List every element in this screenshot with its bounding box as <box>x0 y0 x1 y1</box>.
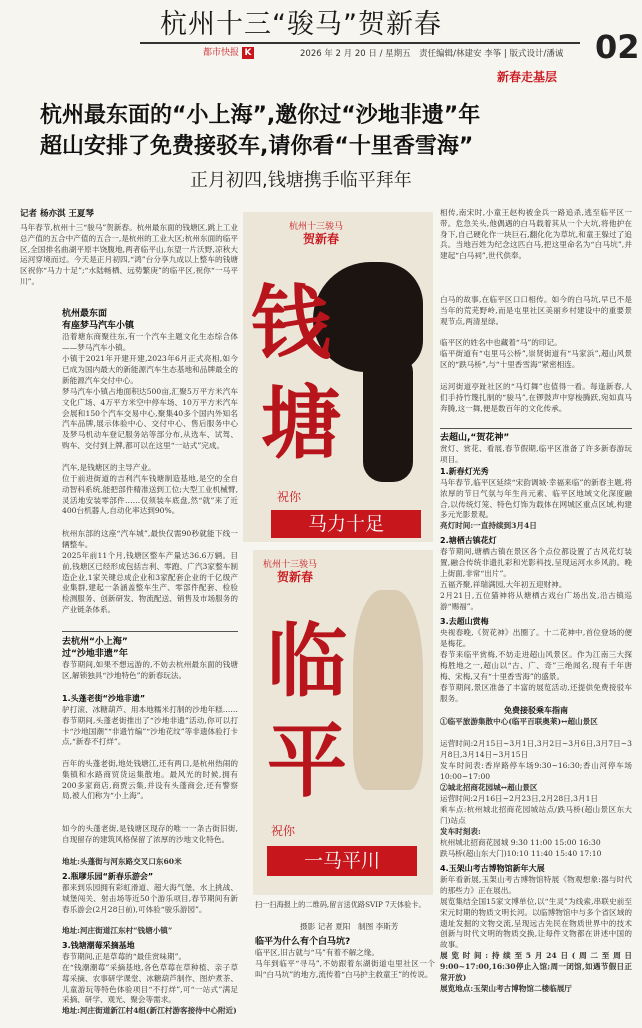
section-subheading: 有座梦马汽车小镇 <box>62 321 135 331</box>
paragraph: 赏灯、赏花、看展,春节假期,临平区准备了许多新春游玩项目。 <box>440 444 632 464</box>
headline-line-2: 超山安排了免费接驳车,请你看“十里香雪海” <box>40 134 474 159</box>
exhibit-time: 展览时间:持续至5月24日(周二至周日9:00~17:00,16:30停止入馆;周一闭馆,如遇节假日正常开放) <box>440 951 632 982</box>
shuttle-route: ②城北招商花园城↔超山景区 <box>440 783 538 792</box>
paragraph: 汽车,是钱塘区的主导产业。 <box>62 463 156 472</box>
paragraph: 小镇于2021年开建开建,2023年6月正式亮相,如今已成为国内最大的新能源汽车生态基地和品牌最全的新能源汽车交付中心。 <box>62 354 238 385</box>
photo-credits: 摄影 记者 夏阳 制图 李斯芳 <box>300 922 399 931</box>
paragraph: 春节期间,景区准备了丰富的展览活动,还提供免费接驳车服务。 <box>440 683 632 703</box>
shuttle-times: 运营时间:2月15日~3月1日,3月2日~3月6日,3月7日~3月8日,3月14日~3月15日 <box>440 739 632 759</box>
newspaper-name: 都市快报 <box>203 48 240 58</box>
poster-wish: 祝你 <box>277 490 302 504</box>
paragraph: 百年的头蓬老街,地处钱塘江,还有两口,是杭州热闹的集镇和水路商贸货运集散地。最风光的时候,拥有200多家商店,商贾云集,并设有头蓬商会,还有警察局,被人们称为“小上海”。 <box>62 759 238 801</box>
address: 地址:河庄街道新江村4组(新江村游客接待中心附近) <box>62 1006 237 1015</box>
section-subheading: 过“沙地非遗”年 <box>62 649 128 659</box>
poster-char: 塘 <box>261 376 341 470</box>
subheadline: 正月初四,钱塘携手临平拜年 <box>190 170 412 191</box>
section-heading: 去杭州“小上海” <box>62 637 128 647</box>
paragraph: 临平区的姓名中也藏着“马”的印记。 <box>440 338 562 347</box>
paragraph: 春节期间,塘栖古镇在景区各个点位都设置了古风花灯装置,融合传统非遗扎彩和光影科技,呈现运河水乡风韵。晚上街面,非常“出片”。 <box>440 547 632 578</box>
item-heading: 1.头蓬老街“沙地非遗” <box>62 694 146 703</box>
shuttle-times: 运营时间:2月16日~2月23日,2月28日,3月1日 <box>440 794 599 803</box>
poster-linping[interactable] <box>253 550 433 895</box>
paragraph: 梦马汽车小镇占地面积达500亩,汇聚5万平方米汽车文化广场、4万平方米空中停车场、10万平方米汽车会展和150个汽车交易中心,聚集40多个国内外知名汽车品牌,展示体验中心、交付中心、售后服务中心及梦马机动车登记服务站等部分布,从选车、试驾、购车、交付到上牌,都可以在这里“一站式”完成。 <box>62 387 238 450</box>
paragraph: 都来到乐园拥有彩虹滑道、超大海气堡、水上挑战、城堡闯关、射击场等近50个游乐项目,春节期间有新春乐游会(2月28日前),可体验“骏乐游园”。 <box>62 883 238 914</box>
issue-meta: 2026 年 2 月 20 日 / 星期五 责任编辑/林建安 李筝 | 版式设计/潘诚 <box>300 49 564 59</box>
article-column-4 <box>440 208 632 995</box>
paragraph: 新年看新展,玉架山考古博物馆特展《物观想象:器与时代的那些力》正在展出。 <box>440 875 632 895</box>
paragraph: 位于前进街道的吉利汽车钱塘制造基地,是空的全自动智科系统,能把部件精准送到工位;大型工业机械臂,灵活地安装零部件……仅须装车底盘,然“就”来了近400台机器人,自动化率达到90%。 <box>62 474 238 516</box>
logo-k-icon: K <box>242 47 254 59</box>
shuttle-departures: 跌马桥(超山东大门)10:10 11:40 15:40 17:10 <box>440 849 602 858</box>
paragraph: 五福齐聚,祥瑞满园,大年初五迎财神。 <box>440 580 567 589</box>
poster-tag: 贺新春 <box>303 232 340 246</box>
item-heading: 2.瓶嗲乐园“新春乐游会” <box>62 872 154 881</box>
paragraph: 白马的故事,在临平区口口相传。如今的白马坑,早已不是当年的荒芜野岭,而是屯里社区美丽乡村建设中的重要景观节点,两清星绿。 <box>440 295 632 326</box>
shuttle-guide-title: 免费接驳乘车指南 <box>504 706 568 715</box>
poster-caption: 扫一扫海报上的二维码,留言送优路SVIP 7天体验卡。 <box>255 900 426 909</box>
horse-body-shape <box>363 352 413 482</box>
item-heading: 3.去超山赏梅 <box>440 617 489 626</box>
shuttle-departures-title: 发车时刻表: <box>440 827 481 836</box>
item-heading: 3.钱塘潮莓采摘基地 <box>62 941 135 950</box>
paragraph: 驴打滚、冰糖葫芦、用本地糯米打制的沙地年糕……春节期间,头蓬老街推出了“沙地非遗”活动,你可以打卡“沙地国潮”“非遗竹编”“沙地花纹”等非遗体验打卡点,“新春不打烊”。 <box>62 705 238 747</box>
time-note: 亮灯时间:一直持续到3月4日 <box>440 521 537 530</box>
shuttle-route: ①临平旅游集散中心(临平百联奥莱)↔超山景区 <box>440 717 598 726</box>
page-number: 02 <box>595 28 640 66</box>
intro-paragraph: 马年春节,杭州十三“骏马”贺新春。杭州最东面的钱塘区,跳上工业总产值的五合中产值的五合一,是杭州的工业大区;杭州东面的临平区,全国排名曲湖平原丰饶腹地,两者临平山,东望一片沃野,凉秋大运河穿境而过。今天是正月初四,“鸿”台分享九成以上整车的钱塘区祝你“马力十足”;“水陆畅栖、远势繁庚”的临平区,祝你“一马平川”。 <box>20 223 238 286</box>
poster-tag: 杭州十三骏马 <box>289 222 344 232</box>
headline-line-1: 杭州最东面的“小上海”,邀你过“沙地非遗”年 <box>40 103 481 128</box>
shuttle-departures: 杭州城北招商花园城 9:30 11:00 15:00 16:30 <box>440 838 601 847</box>
shuttle-departures: 发车时间表:香岸路停车场9:30~16:30;香山河停车场10:00~17:00 <box>440 761 632 781</box>
horse-illustration-icon <box>353 590 423 790</box>
article-column-3 <box>255 936 435 992</box>
divider <box>440 428 632 429</box>
paragraph: 2025年前11个月,钱塘区整车产量达36.6万辆。目前,钱塘区已经形成包括吉利、零跑、广汽3家整车制造企业,1家关键总成企业和3家配套企业的千亿级产业集群,建起一条涵盖整车生产、零部件配套、检验检测服务、创新研发、物流配送、销售及市场服务的产业链条体系。 <box>62 551 238 614</box>
item-heading: 1.新春灯光秀 <box>440 467 489 476</box>
newspaper-logo <box>203 45 254 59</box>
article-column-1 <box>62 308 238 1028</box>
paragraph: 如今的头蓬老街,是钱塘区现存的唯一一条古街旧街,自现留存的建筑风格保留了浓厚的沙地文化特色。 <box>62 824 238 844</box>
paragraph: 展览集结全国15家文博单位,以“生灵”为线索,串联史前至宋元时期的物质文明长河。以临博物馆中与多个省区域的遗址发掘的文物交流,呈现远古先民在物质世界中的技术创新与时代文明的物质交换,让每件文物都在讲述中国的故事。 <box>440 897 632 950</box>
address: 地址:河庄街道江东村“钱塘小镇” <box>62 926 173 935</box>
shuttle-stops: 乘车点:杭州城北招商花园城站点/跌马桥(超山景区东大门)站点 <box>440 805 632 825</box>
address: 地址:头蓬街与河东路交叉口东60米 <box>62 857 182 866</box>
masthead-rule <box>140 42 580 44</box>
poster-char: 临 <box>267 614 347 708</box>
paragraph: 春节来临平赏梅,不妨走进超山风景区。作为江南三大探梅胜地之一,超山以“古、广、奇”三绝闻名,现有千年唐梅、宋梅,又有“十里香雪海”的盛景。 <box>440 650 632 681</box>
paragraph: 相传,南宋时,小童王赵构被金兵一路追杀,逃至临平区一带。危急关头,他偶遇的白马载着其从一个大坑,将他护在身下,自己硬化作一块巨石,翻化化为草坑,和童王躲过了追兵。当地百姓为纪念这匹白马,把这里命名为“白马坑”,并建起“白马祠”,世代供奉。 <box>440 208 632 261</box>
item-heading: 4.玉架山考古博物馆新年大展 <box>440 864 545 873</box>
section-label: 新春走基层 <box>497 70 558 84</box>
paragraph: 央视春晚,《贺花神》出圈了。十二花神中,首位登场的便是梅花。 <box>440 628 632 648</box>
paragraph: 在“钱潮潮莓”采摘基地,各色草莓在草种植、亲子草莓采摘、农事研学课堂、冰糖葫芦制作、图炉煮茶、儿童游玩等特色体验项目“不打烊”,可“一站式”满足采摘、研学、观光、聚会等需求。 <box>62 963 238 1005</box>
poster-wish: 祝你 <box>271 824 296 838</box>
poster-char: 钱 <box>251 276 331 370</box>
main-headline <box>40 100 620 162</box>
section-heading: 杭州最东面 <box>62 309 108 319</box>
poster-qiantang[interactable] <box>243 212 433 542</box>
paragraph: 2月21日,五位猫神将从塘栖古戏台广场出发,沿古镇巡游“赐福”。 <box>440 591 632 611</box>
paragraph: 春节期间,正是草莓的“最佳赏味期”。 <box>62 952 187 961</box>
exhibit-location: 展览地点:玉架山考古博物馆二楼临展厅 <box>440 984 572 993</box>
paragraph: 临平区,旧古就与“马”有着不解之缘。 <box>255 948 380 957</box>
divider <box>62 631 238 632</box>
poster-tag: 贺新春 <box>277 570 314 584</box>
paragraph: 临平街道有“屯里马公桥”,崇贤街道有“马家浜”,超山风景区的“跌马桥”,与“十里香雪海”紧密相连。 <box>440 349 632 369</box>
paragraph: 马年到临平“寻马”,不妨跟着东湖街道屯里社区一个叫“白马坑”的地方,流传着“白马护主救童王”的传说。 <box>255 959 435 979</box>
page-topic-title: 杭州十三“骏马”贺新春 <box>160 9 442 40</box>
paragraph: 杭州东部的这座“汽车城”,最快仅需90秒就能下线一辆整车。 <box>62 529 238 549</box>
section-heading: 去超山,“贺花神” <box>440 433 510 443</box>
byline: 记者 杨亦淇 王夏琴 <box>20 209 94 219</box>
item-heading: 2.塘栖古镇花灯 <box>440 536 497 545</box>
poster-tag: 杭州十三骏马 <box>263 560 318 570</box>
poster-char: 平 <box>267 714 347 808</box>
poster-slogan: 马力十足 <box>271 510 421 538</box>
paragraph: 春节期间,如果不想远游的,不妨去杭州最东面的钱塘区,解锁独具“沙地特色”的新春玩法。 <box>62 660 238 680</box>
paragraph: 马年春节,临平区延续“宋韵调城·幸福来临”的新春主题,将浓厚的节日气氛与年生肖元素、临平区地域文化深度融合,以传统灯笼、特色灯饰为载体在网城区重点区域,构建多元光影景观。 <box>440 478 632 520</box>
paragraph: 运河街道亭趾社区的“马灯舞”也值得一看。每逢新春,人们手持竹篾扎制的“骏马”,在锣鼓声中穿梭腾跃,宛如真马奔腾,这一舞,便是数百年的文化传承。 <box>440 382 632 413</box>
poster-slogan: 一马平川 <box>267 846 417 876</box>
masthead <box>0 0 642 66</box>
section-heading: 临平为什么有个白马坑? <box>255 937 351 947</box>
paragraph: 沿着塘东商聚往东,有一个汽车主题文化生态综合体——梦马汽车小镇。 <box>62 332 238 352</box>
